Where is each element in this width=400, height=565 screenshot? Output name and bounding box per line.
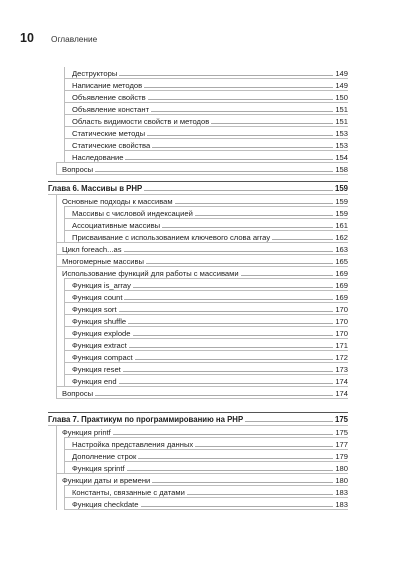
toc-entry-title: Функция shuffle bbox=[72, 317, 127, 326]
toc-entry-page: 149 bbox=[335, 81, 348, 90]
toc-entry-title: Функция is_array bbox=[72, 281, 131, 290]
toc-entry-page: 174 bbox=[335, 389, 348, 398]
toc-entry bbox=[72, 303, 348, 314]
toc-entry bbox=[72, 115, 348, 126]
toc-entry-title: Объявление констант bbox=[72, 105, 150, 114]
toc-entry-title: Функция extract bbox=[72, 341, 127, 350]
toc-entry-title: Функция count bbox=[72, 293, 123, 302]
toc-entry-title: Функция printf bbox=[62, 428, 111, 437]
toc-entry-title: Функция reset bbox=[72, 365, 121, 374]
toc-entry-title: Основные подходы к массивам bbox=[62, 197, 173, 206]
toc-chapter bbox=[48, 413, 348, 424]
toc-entry-title: Область видимости свойств и методов bbox=[72, 117, 210, 126]
toc-entry-title: Статические свойства bbox=[72, 141, 151, 150]
toc-entry-title: Дополнение строк bbox=[72, 452, 137, 461]
dot-leader bbox=[119, 75, 333, 76]
toc-entry bbox=[72, 91, 348, 102]
dot-leader bbox=[95, 395, 333, 396]
toc-entry-title: Настройка представления данных bbox=[72, 440, 194, 449]
indent-guide bbox=[64, 67, 65, 163]
toc-entry-page: 153 bbox=[335, 141, 348, 150]
toc-entry-page: 179 bbox=[335, 452, 348, 461]
toc-entry-page: 161 bbox=[335, 221, 348, 230]
indent-guide bbox=[64, 278, 65, 387]
dot-leader bbox=[119, 383, 334, 384]
dot-leader bbox=[152, 147, 333, 148]
dot-leader bbox=[195, 215, 334, 216]
toc-entry-page: 149 bbox=[335, 69, 348, 78]
toc-entry-title: Функция checkdate bbox=[72, 500, 139, 509]
toc-entry bbox=[72, 279, 348, 290]
dot-leader bbox=[135, 359, 334, 360]
toc-entry-page: 183 bbox=[335, 488, 348, 497]
toc-entry-page: 174 bbox=[335, 377, 348, 386]
toc-entry-page: 170 bbox=[335, 329, 348, 338]
indent-guide bbox=[56, 163, 57, 175]
toc-chapter-page: 159 bbox=[334, 184, 348, 193]
toc-entry bbox=[72, 438, 348, 449]
toc-entry-title: Массивы с числовой индексацией bbox=[72, 209, 193, 218]
toc-entry bbox=[62, 255, 348, 266]
toc-entry bbox=[72, 498, 348, 509]
dot-leader bbox=[241, 275, 334, 276]
toc-entry bbox=[72, 151, 348, 162]
toc-entry-title: Вопросы bbox=[62, 165, 94, 174]
indent-guide bbox=[64, 485, 65, 510]
toc-entry-title: Функция compact bbox=[72, 353, 133, 362]
toc-chapter-title: Глава 7. Практикум по программированию на PHP bbox=[48, 415, 244, 424]
dot-leader bbox=[129, 347, 334, 348]
dot-leader bbox=[125, 159, 333, 160]
toc-entry-page: 169 bbox=[335, 293, 348, 302]
toc-entry-title: Статические методы bbox=[72, 129, 146, 138]
toc-entry bbox=[62, 474, 348, 485]
toc-entry bbox=[72, 79, 348, 90]
divider bbox=[64, 509, 348, 510]
toc-entry bbox=[72, 219, 348, 230]
page-header bbox=[20, 31, 97, 47]
indent-guide bbox=[64, 206, 65, 243]
toc-entry-title: Наследование bbox=[72, 153, 124, 162]
running-title: Оглавление bbox=[51, 34, 98, 44]
dot-leader bbox=[128, 323, 333, 324]
toc-entry-page: 170 bbox=[335, 317, 348, 326]
toc-entry bbox=[62, 243, 348, 254]
dot-leader bbox=[123, 371, 334, 372]
toc-entry-page: 162 bbox=[335, 233, 348, 242]
toc-entry bbox=[62, 426, 348, 437]
toc-entry-page: 151 bbox=[335, 117, 348, 126]
toc-entry bbox=[72, 127, 348, 138]
toc-entry-title: Функция sort bbox=[72, 305, 117, 314]
toc-entry bbox=[72, 363, 348, 374]
toc-chapter-title: Глава 6. Массивы в PHP bbox=[48, 184, 143, 193]
toc-entry-page: 171 bbox=[335, 341, 348, 350]
toc-entry bbox=[72, 291, 348, 302]
toc-entry-page: 180 bbox=[335, 476, 348, 485]
toc-entry-title: Ассоциативные массивы bbox=[72, 221, 161, 230]
toc-entry-page: 183 bbox=[335, 500, 348, 509]
toc-chapter bbox=[48, 182, 348, 193]
dot-leader bbox=[245, 421, 333, 422]
toc-entry-page: 151 bbox=[335, 105, 348, 114]
toc-entry bbox=[72, 339, 348, 350]
dot-leader bbox=[95, 171, 333, 172]
dot-leader bbox=[138, 458, 333, 459]
toc-entry-page: 172 bbox=[335, 353, 348, 362]
divider bbox=[56, 174, 348, 175]
toc-entry-page: 165 bbox=[335, 257, 348, 266]
dot-leader bbox=[124, 251, 334, 252]
toc-entry-page: 159 bbox=[335, 197, 348, 206]
page-number: 10 bbox=[20, 31, 34, 45]
dot-leader bbox=[272, 239, 333, 240]
toc-entry-title: Объявление свойств bbox=[72, 93, 146, 102]
toc-entry-page: 175 bbox=[335, 428, 348, 437]
dot-leader bbox=[144, 87, 333, 88]
dot-leader bbox=[144, 190, 333, 191]
toc-entry-title: Деструкторы bbox=[72, 69, 118, 78]
toc-entry bbox=[62, 267, 348, 278]
toc-entry-page: 169 bbox=[335, 281, 348, 290]
toc-entry bbox=[72, 103, 348, 114]
toc-entry-title: Цикл foreach...as bbox=[62, 245, 122, 254]
toc-entry-title: Функция sprintf bbox=[72, 464, 125, 473]
indent-guide bbox=[56, 195, 57, 399]
toc-entry-page: 158 bbox=[335, 165, 348, 174]
toc-entry bbox=[72, 139, 348, 150]
toc-entry-title: Присваивание с использованием ключевого слова array bbox=[72, 233, 271, 242]
toc-entry bbox=[72, 207, 348, 218]
dot-leader bbox=[151, 111, 333, 112]
toc-entry bbox=[72, 486, 348, 497]
toc-entry-title: Написание методов bbox=[72, 81, 143, 90]
divider bbox=[56, 398, 348, 399]
toc-entry-page: 170 bbox=[335, 305, 348, 314]
toc-entry bbox=[72, 327, 348, 338]
toc-entry-page: 177 bbox=[335, 440, 348, 449]
toc-entry bbox=[72, 351, 348, 362]
toc-entry bbox=[72, 450, 348, 461]
dot-leader bbox=[133, 287, 333, 288]
dot-leader bbox=[127, 470, 334, 471]
dot-leader bbox=[147, 135, 333, 136]
toc-entry-title: Вопросы bbox=[62, 389, 94, 398]
toc-entry-title: Функция explode bbox=[72, 329, 131, 338]
toc-entry-page: 163 bbox=[335, 245, 348, 254]
dot-leader bbox=[113, 434, 334, 435]
toc-entry bbox=[62, 195, 348, 206]
dot-leader bbox=[124, 299, 333, 300]
toc-entry-title: Функции даты и времени bbox=[62, 476, 151, 485]
toc-entry-page: 154 bbox=[335, 153, 348, 162]
dot-leader bbox=[146, 263, 333, 264]
toc-entry-page: 159 bbox=[335, 209, 348, 218]
toc-entry bbox=[62, 163, 348, 174]
toc-entry bbox=[72, 315, 348, 326]
dot-leader bbox=[148, 99, 334, 100]
toc-chapter-page: 175 bbox=[334, 415, 348, 424]
toc-entry bbox=[72, 231, 348, 242]
dot-leader bbox=[119, 311, 334, 312]
toc-entry bbox=[72, 462, 348, 473]
dot-leader bbox=[152, 482, 333, 483]
toc-entry bbox=[72, 67, 348, 78]
toc-entry-title: Многомерные массивы bbox=[62, 257, 144, 266]
toc-entry-page: 173 bbox=[335, 365, 348, 374]
toc-entry bbox=[62, 387, 348, 398]
dot-leader bbox=[187, 494, 334, 495]
dot-leader bbox=[195, 446, 333, 447]
dot-leader bbox=[211, 123, 333, 124]
toc-entry-page: 180 bbox=[335, 464, 348, 473]
toc-entry-page: 169 bbox=[335, 269, 348, 278]
toc-entry bbox=[72, 375, 348, 386]
toc-entry-title: Константы, связанные с датами bbox=[72, 488, 185, 497]
toc-entry-page: 150 bbox=[335, 93, 348, 102]
toc-entry-title: Использование функций для работы с массивами bbox=[62, 269, 239, 278]
indent-guide bbox=[64, 437, 65, 474]
toc-entry-page: 153 bbox=[335, 129, 348, 138]
dot-leader bbox=[175, 203, 334, 204]
dot-leader bbox=[133, 335, 334, 336]
toc-entry-title: Функция end bbox=[72, 377, 117, 386]
indent-guide bbox=[56, 426, 57, 510]
dot-leader bbox=[141, 506, 334, 507]
dot-leader bbox=[162, 227, 333, 228]
